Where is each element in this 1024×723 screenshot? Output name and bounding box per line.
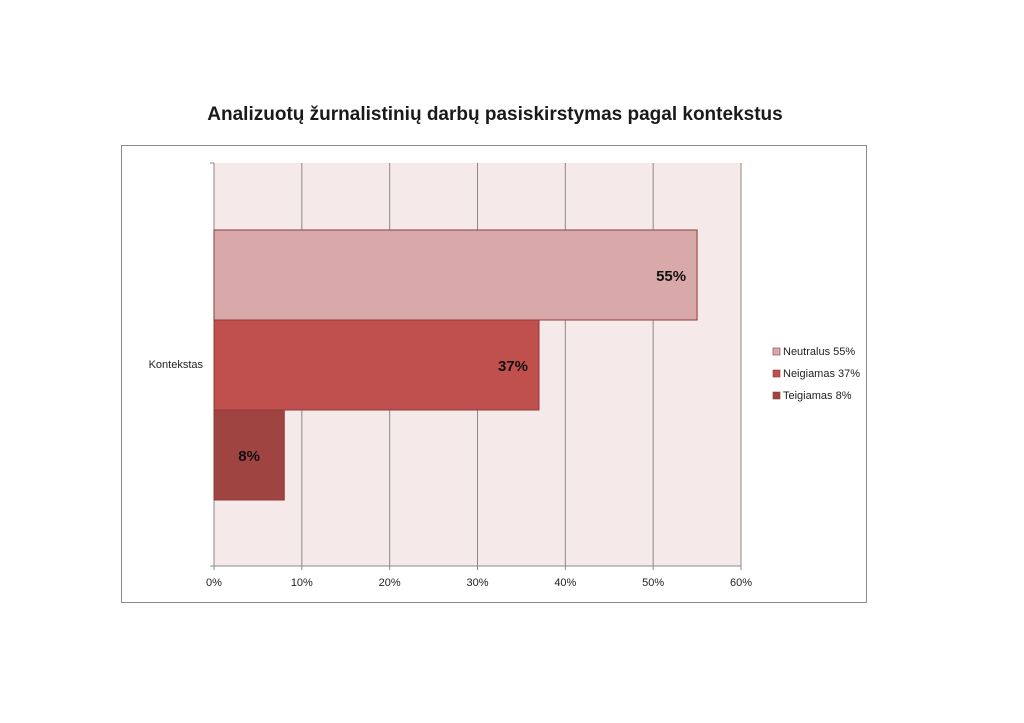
x-tick-label: 40% [554, 577, 577, 589]
x-tick-label: 10% [290, 577, 313, 589]
bar-data-label: 8% [238, 448, 260, 465]
legend-entry: Neigiamas 37% [783, 368, 861, 380]
bar [214, 320, 539, 410]
x-tick-label: 50% [642, 577, 665, 589]
legend-swatch [773, 370, 780, 377]
legend-entry: Teigiamas 8% [783, 390, 852, 402]
chart-title: Analizuotų žurnalistinių darbų pasiskirstymas pagal kontekstus [207, 104, 783, 125]
bar [214, 230, 697, 320]
x-tick-label: 20% [378, 577, 401, 589]
bar-data-label: 55% [656, 268, 687, 285]
x-tick-label: 60% [729, 577, 753, 589]
y-category-label: Kontekstas [148, 359, 203, 371]
legend-entry: Neutralus 55% [783, 346, 856, 358]
legend-swatch [773, 348, 780, 355]
x-tick-label: 0% [206, 577, 222, 589]
legend-swatch [773, 392, 780, 399]
x-tick-label: 30% [466, 577, 489, 589]
bar-data-label: 37% [497, 358, 528, 375]
